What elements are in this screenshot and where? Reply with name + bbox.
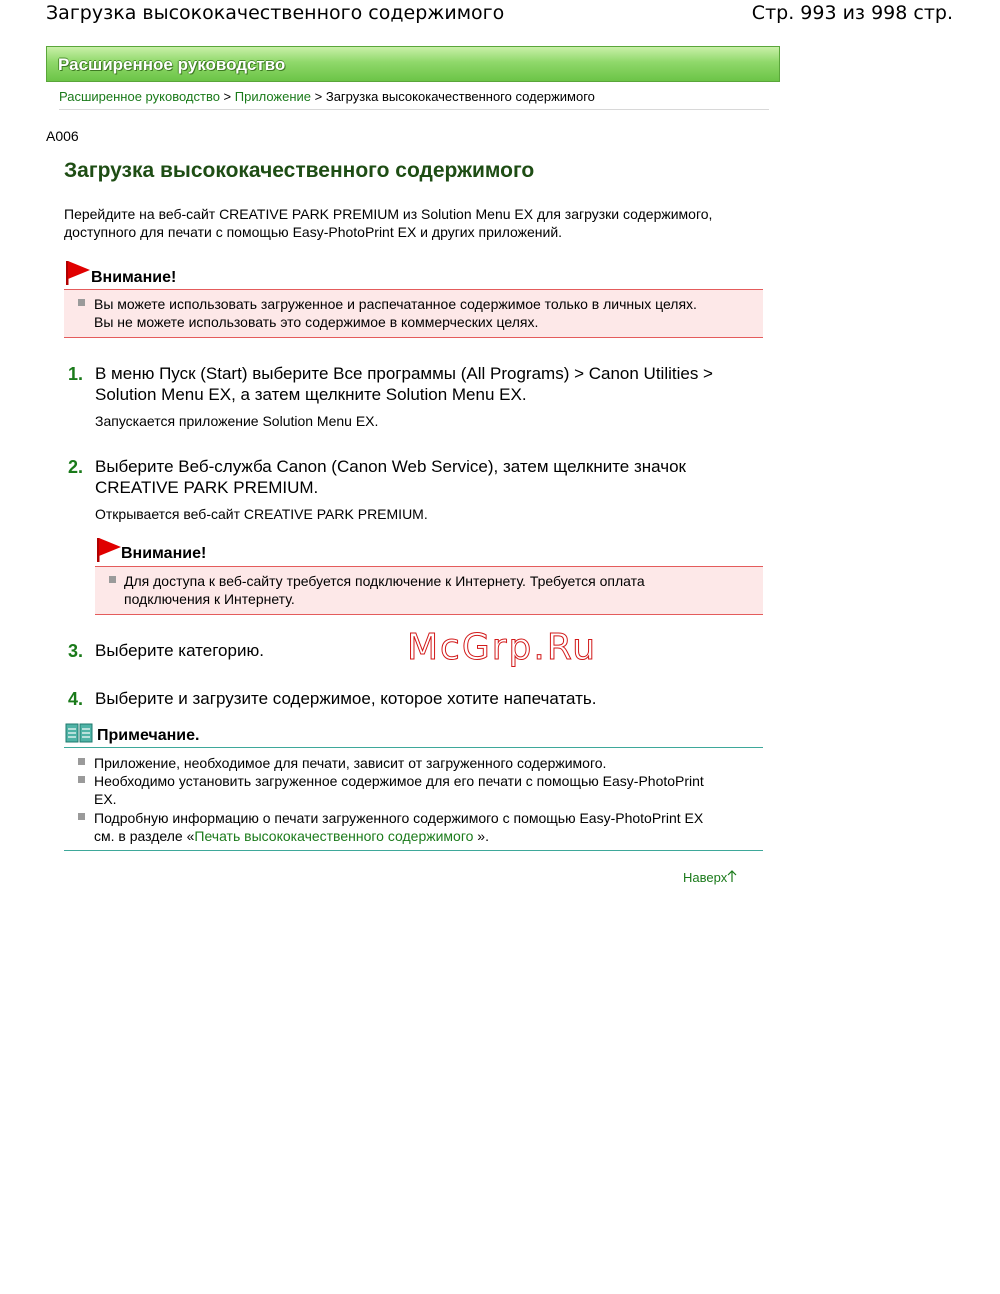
step-number: 1. xyxy=(68,364,84,384)
intro-paragraph xyxy=(64,205,764,241)
step-number: 4. xyxy=(68,689,84,709)
flag-icon xyxy=(96,537,122,563)
note-bottom-divider xyxy=(64,850,763,851)
note-text: EX. xyxy=(94,791,117,807)
note-text-fragment: см. в разделе « xyxy=(94,828,195,844)
step-number: 3. xyxy=(68,641,84,661)
banner-label: Расширенное руководство xyxy=(58,55,286,74)
note-text: Приложение, необходимое для печати, зависит от загруженного содержимого. xyxy=(94,755,607,771)
document-header-title: Загрузка высококачественного содержимого xyxy=(46,2,505,24)
breadcrumb-link-guide[interactable]: Расширенное руководство xyxy=(59,89,220,104)
back-to-top-link[interactable] xyxy=(683,870,737,885)
step-text: CREATIVE PARK PREMIUM. xyxy=(95,478,319,497)
notice-heading: Внимание! xyxy=(121,545,207,562)
note-text-fragment: ». xyxy=(473,828,489,844)
breadcrumb-link-appendix[interactable]: Приложение xyxy=(234,89,312,104)
note-text: Подробную информацию о печати загруженного содержимого с помощью Easy-PhotoPrint EX xyxy=(94,810,704,826)
flag-icon xyxy=(65,260,91,286)
note-divider xyxy=(64,747,763,748)
step-text: Выберите категорию. xyxy=(95,641,264,660)
step-number: 2. xyxy=(68,457,84,477)
breadcrumb xyxy=(59,89,595,104)
step-text: Выберите и загрузите содержимое, которое хотите напечатать. xyxy=(95,689,597,708)
breadcrumb-divider xyxy=(59,109,769,110)
intro-line: доступного для печати с помощью Easy-PhotoPrint EX и других приложений. xyxy=(64,224,563,240)
bullet-icon xyxy=(78,758,85,765)
document-code: A006 xyxy=(46,128,79,144)
step-text: Выберите Веб-служба Canon (Canon Web Service), затем щелкните значок xyxy=(95,457,686,476)
link-print-premium[interactable]: Печать высококачественного содержимого xyxy=(194,828,474,844)
arrow-up-icon xyxy=(727,870,737,883)
bullet-icon xyxy=(78,776,85,783)
note-heading: Примечание. xyxy=(97,727,200,744)
intro-line: Перейдите на веб-сайт CREATIVE PARK PREMIUM из Solution Menu EX для загрузки содержимого, xyxy=(64,206,713,222)
notice-text: Вы можете использовать загруженное и распечатанное содержимое только в личных целях. xyxy=(94,296,697,312)
notice-text: подключения к Интернету. xyxy=(124,591,295,607)
breadcrumb-current: Загрузка высококачественного содержимого xyxy=(325,89,595,104)
note-text: Необходимо установить загруженное содержимое для его печати с помощью Easy-PhotoPrint xyxy=(94,773,704,789)
notice-text: Для доступа к веб-сайту требуется подключение к Интернету. Требуется оплата xyxy=(124,573,645,589)
bullet-icon xyxy=(109,576,116,583)
watermark: McGrp.Ru xyxy=(407,627,598,668)
step-text: Solution Menu EX, а затем щелкните Solution Menu EX. xyxy=(95,385,527,404)
breadcrumb-separator: > xyxy=(311,89,326,104)
bullet-icon xyxy=(78,813,85,820)
notice-text: Вы не можете использовать это содержимое в коммерческих целях. xyxy=(94,314,539,330)
page-counter: Стр. 993 из 998 стр. xyxy=(751,2,953,24)
notice-heading: Внимание! xyxy=(91,269,177,286)
back-to-top-label: Наверх xyxy=(683,870,728,885)
page-title: Загрузка высококачественного содержимого xyxy=(64,159,535,182)
bullet-icon xyxy=(78,299,85,306)
note-text xyxy=(94,827,489,845)
step-result: Открывается веб-сайт CREATIVE PARK PREMIUM. xyxy=(95,506,428,522)
step-result: Запускается приложение Solution Menu EX. xyxy=(95,413,379,429)
section-banner xyxy=(46,46,780,82)
step-text: В меню Пуск (Start) выберите Все программы (All Programs) > Canon Utilities > xyxy=(95,364,713,383)
book-icon xyxy=(65,722,93,744)
breadcrumb-separator: > xyxy=(219,89,235,104)
